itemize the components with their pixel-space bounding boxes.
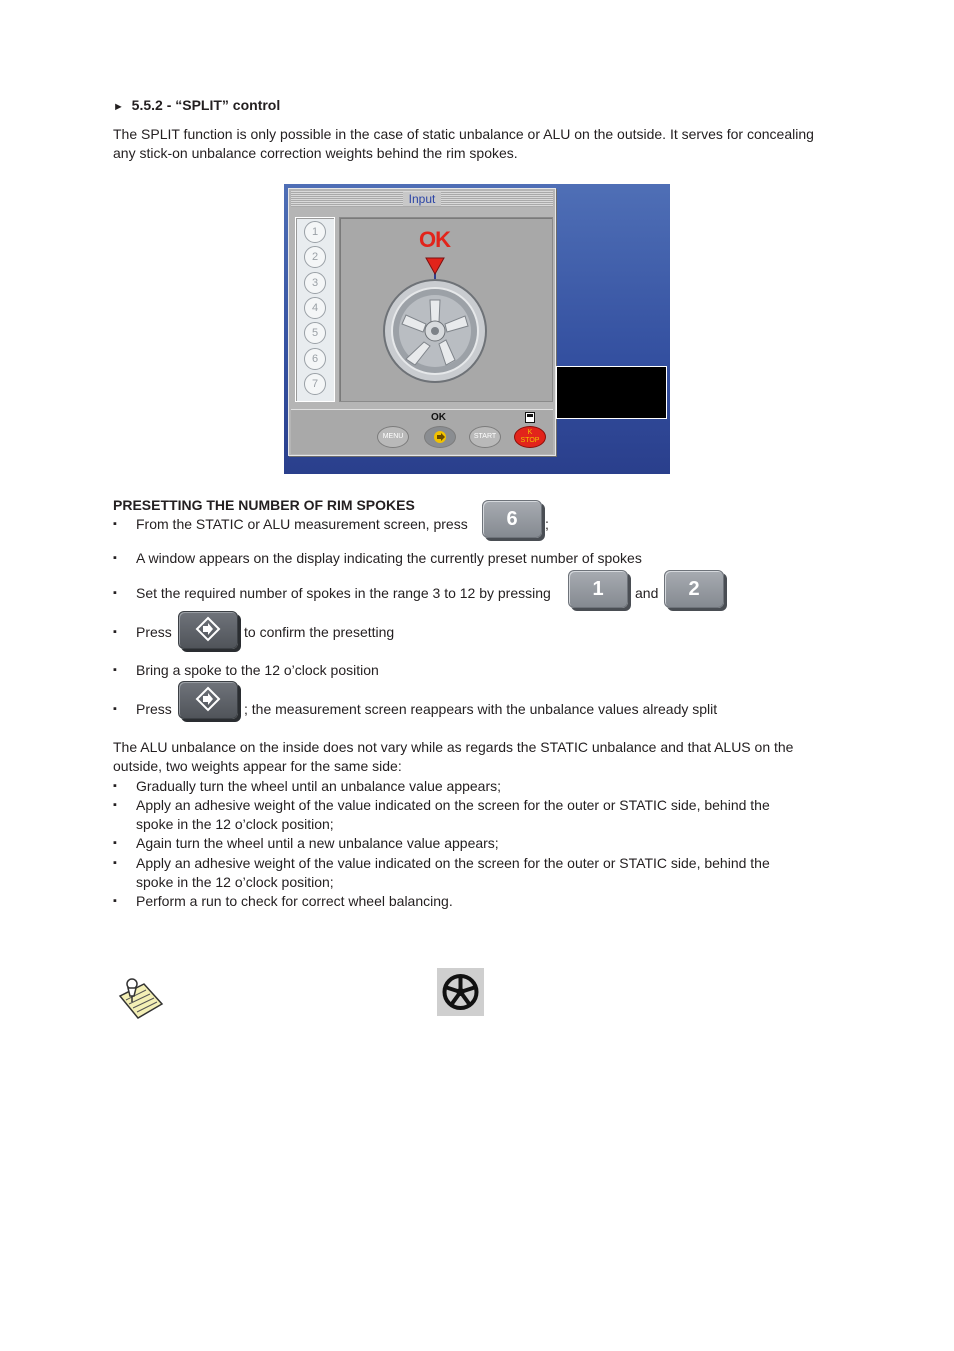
spoke-number-column bbox=[295, 217, 335, 402]
confirm-key-button[interactable] bbox=[178, 611, 238, 649]
wheel-icon-box bbox=[437, 968, 484, 1016]
bullet-marker: ▪ bbox=[113, 799, 117, 811]
alu-item: spoke in the 12 o’clock position; bbox=[136, 816, 334, 832]
spoke-number: 7 bbox=[304, 373, 326, 395]
alu-line-1: The ALU unbalance on the inside does not vary while as regards the STATIC unbalance and that ALUS on the bbox=[113, 739, 794, 755]
bullet-marker: ▪ bbox=[113, 837, 117, 849]
confirm-icon bbox=[179, 682, 237, 718]
bullet-marker: ▪ bbox=[113, 587, 117, 599]
key-2-button[interactable]: 2 bbox=[664, 570, 724, 608]
spoke-number: 3 bbox=[304, 272, 326, 294]
spoke-number: 4 bbox=[304, 297, 326, 319]
stop-button-label: STOP bbox=[520, 437, 540, 444]
spoke-number: 1 bbox=[304, 221, 326, 243]
save-icon bbox=[525, 412, 535, 423]
alu-line-2: outside, two weights appear for the same side: bbox=[113, 758, 402, 774]
alu-item: Apply an adhesive weight of the value indicated on the screen for the outer or STATIC side, behind the bbox=[136, 797, 770, 813]
wheel-display-area bbox=[339, 217, 553, 402]
bullet-marker: ▪ bbox=[113, 703, 117, 715]
section-title-text: 5.5.2 - “SPLIT” control bbox=[131, 97, 281, 113]
key-1-button[interactable]: 1 bbox=[568, 570, 628, 608]
alu-item: Apply an adhesive weight of the value indicated on the screen for the outer or STATIC side, behind the bbox=[136, 855, 770, 871]
section-title bbox=[113, 96, 280, 117]
alu-item: Perform a run to check for correct wheel balancing. bbox=[136, 893, 453, 909]
input-window bbox=[288, 188, 556, 456]
wheel-icon bbox=[437, 968, 484, 1016]
black-panel bbox=[556, 366, 667, 419]
bullet-marker: ▪ bbox=[113, 552, 117, 564]
window-titlebar bbox=[291, 191, 553, 207]
step4-press: Press bbox=[136, 624, 172, 640]
confirm-icon bbox=[179, 612, 237, 648]
bullet-marker: ▪ bbox=[113, 895, 117, 907]
stop-button[interactable] bbox=[514, 426, 546, 448]
bullet-marker: ▪ bbox=[113, 780, 117, 792]
step4-rest: to confirm the presetting bbox=[244, 624, 395, 640]
alu-item: Again turn the wheel until a new unbalance value appears; bbox=[136, 835, 499, 851]
wheel-rim-graphic bbox=[340, 218, 552, 401]
step1-text: From the STATIC or ALU measurement screen, press bbox=[136, 516, 468, 532]
alu-item: Gradually turn the wheel until an unbalance value appears; bbox=[136, 778, 502, 794]
ok-confirm-button[interactable] bbox=[424, 426, 456, 448]
window-title: Input bbox=[403, 192, 442, 206]
step6-press: Press bbox=[136, 701, 172, 717]
confirm-key-button[interactable] bbox=[178, 681, 238, 719]
key-6-button[interactable]: 6 bbox=[482, 500, 542, 538]
spoke-number: 5 bbox=[304, 322, 326, 344]
section-marker: ► bbox=[113, 101, 124, 113]
start-button[interactable]: START bbox=[469, 426, 501, 448]
bullet-marker: ▪ bbox=[113, 518, 117, 530]
note-icon bbox=[114, 974, 166, 1020]
bullet-marker: ▪ bbox=[113, 857, 117, 869]
intro-line-1: The SPLIT function is only possible in the case of static unbalance or ALU on the outside. It serves for concealing bbox=[113, 126, 814, 142]
intro-line-2: any stick-on unbalance correction weights behind the rim spokes. bbox=[113, 145, 518, 161]
bottom-toolbar bbox=[291, 409, 553, 454]
step2-text: A window appears on the display indicating the currently preset number of spokes bbox=[136, 550, 642, 566]
step3-text: Set the required number of spokes in the range 3 to 12 by pressing bbox=[136, 585, 551, 601]
bullet-marker: ▪ bbox=[113, 664, 117, 676]
step3-and: and bbox=[635, 585, 659, 601]
menu-button[interactable]: MENU bbox=[377, 426, 409, 448]
step1-end: ; bbox=[545, 516, 549, 532]
spoke-number: 2 bbox=[304, 246, 326, 268]
presetting-heading: PRESETTING THE NUMBER OF RIM SPOKES bbox=[113, 497, 415, 513]
arrow-right-icon bbox=[433, 430, 447, 444]
spoke-number: 6 bbox=[304, 348, 326, 370]
step5-text: Bring a spoke to the 12 o’clock position bbox=[136, 662, 379, 678]
bottom-ok-label: OK bbox=[431, 412, 446, 423]
bullet-marker: ▪ bbox=[113, 626, 117, 638]
alu-item: spoke in the 12 o’clock position; bbox=[136, 874, 334, 890]
stop-button-k: K bbox=[527, 429, 533, 436]
display-screenshot bbox=[284, 184, 670, 474]
ok-indicator: OK bbox=[419, 227, 450, 252]
step6-rest: ; the measurement screen reappears with the unbalance values already split bbox=[244, 701, 718, 717]
